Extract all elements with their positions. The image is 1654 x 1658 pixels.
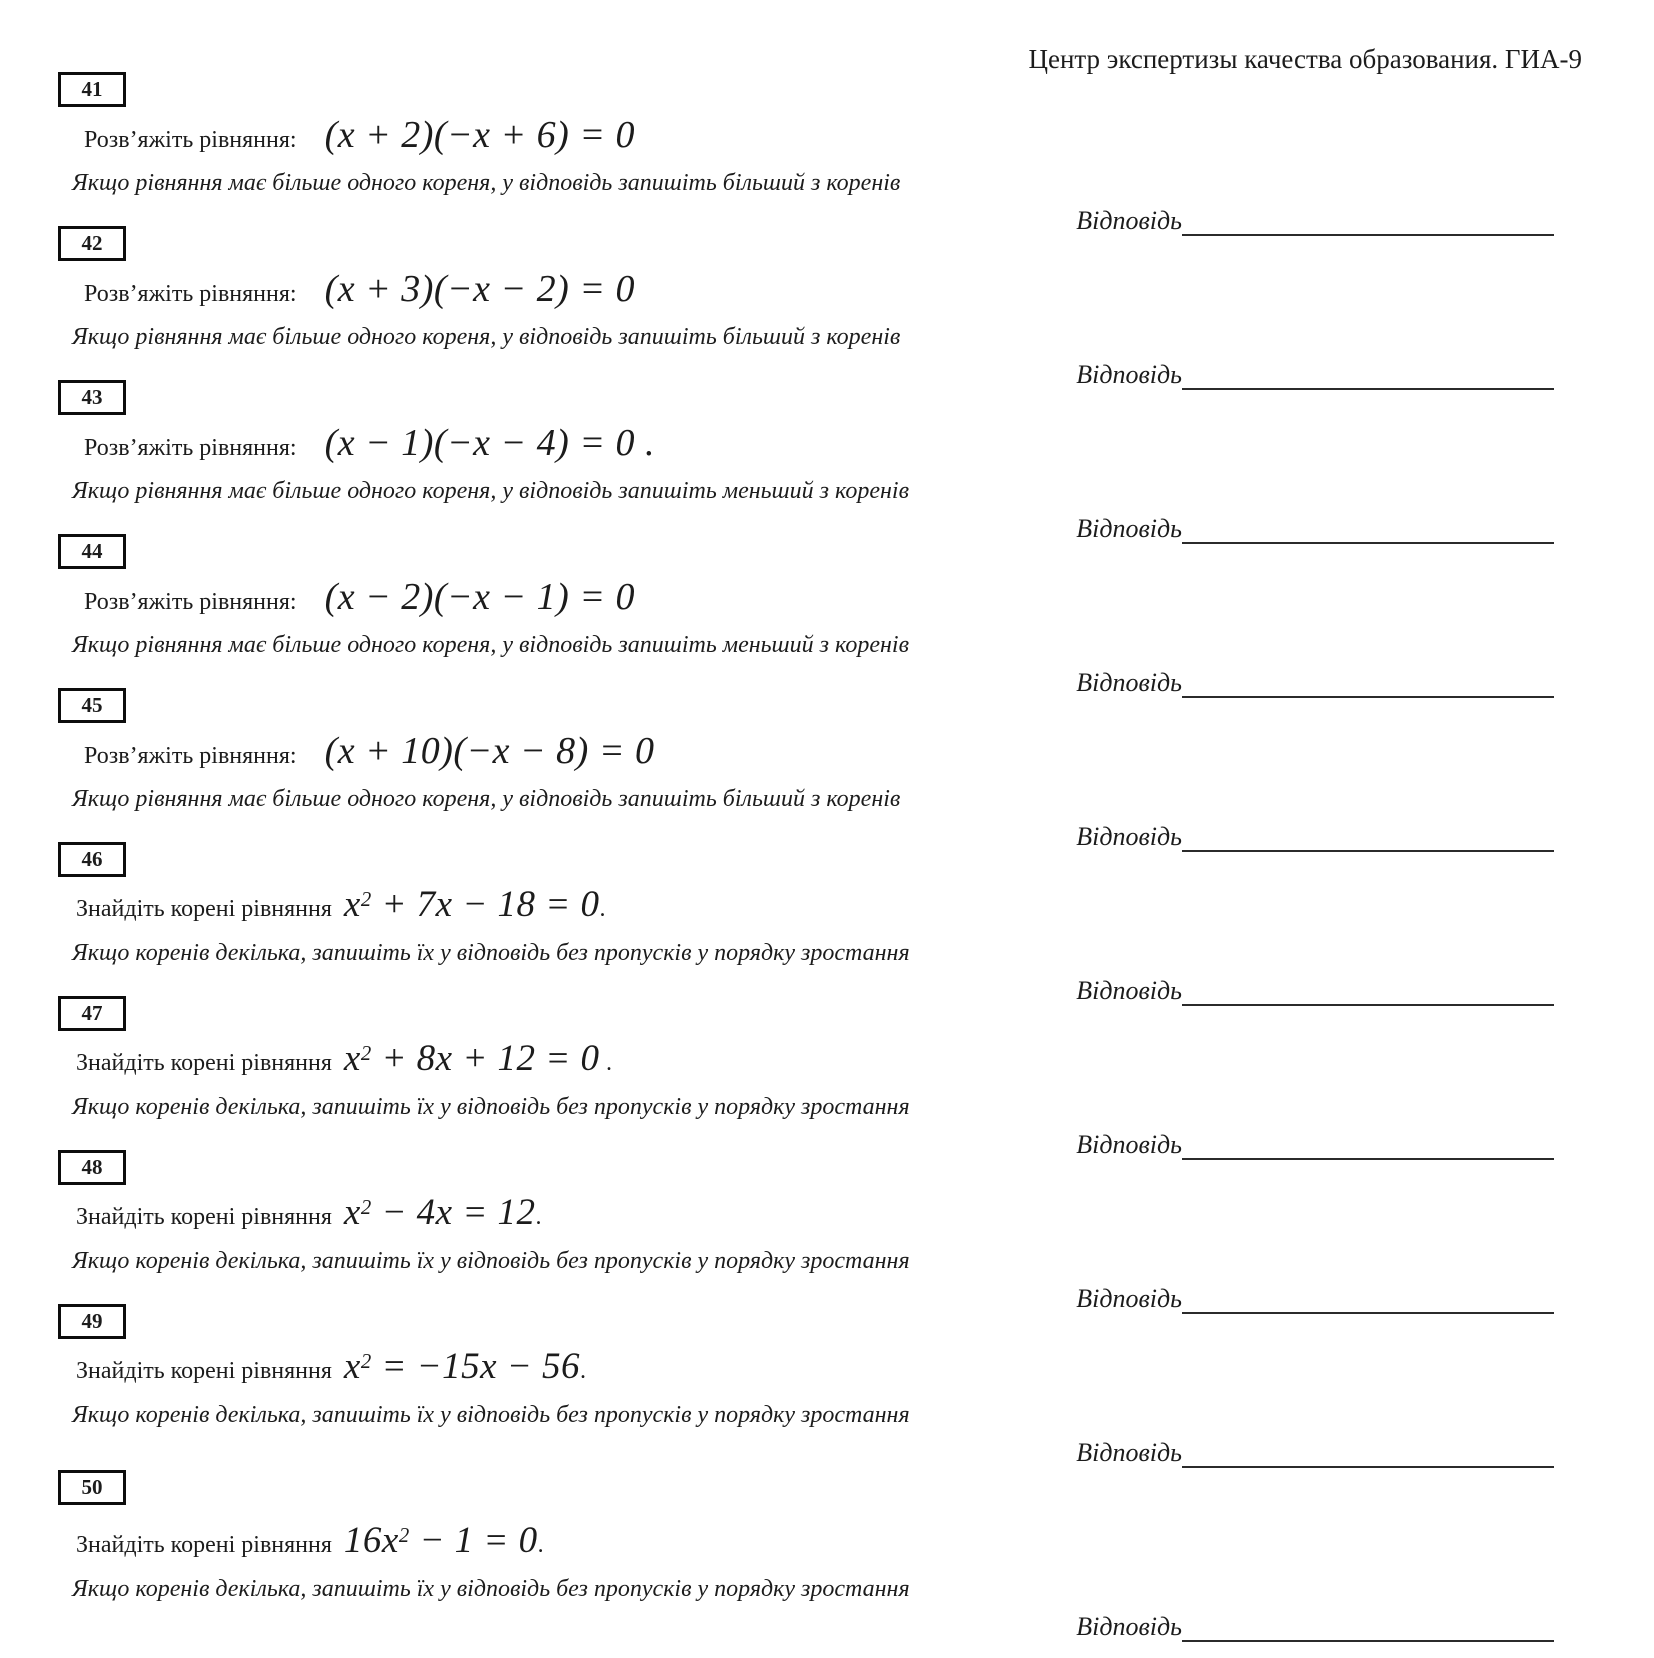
equation-pre: (x + 10)(−x − 8) = 0 [324,730,655,772]
equation-tail: . [537,1532,545,1558]
equation [344,1191,542,1234]
hint-text: Якщо рівняння має більше одного кореня, у відповідь запишіть більший з коренів [72,786,901,812]
task-label: Розв’яжіть рівняння: [84,589,297,615]
equation-pre: x [343,1038,361,1079]
answer-blank-line [1182,666,1554,698]
equation [325,113,635,157]
equation-pre: x [343,884,361,925]
document-header: Центр экспертизы качества образования. ГИА-9 [1028,44,1582,74]
equation-row [0,1037,1654,1093]
equation-superscript: 2 [360,1350,372,1373]
answer-blank-line [1182,358,1554,390]
equation-row [0,421,1654,477]
equation-post: = −15x − 56 [371,1346,581,1387]
hint-text: Якщо рівняння має більше одного кореня, у відповідь запишіть більший з коренів [72,170,901,196]
answer-label: Відповідь [1076,360,1182,390]
equation [325,267,635,311]
problem-41 [0,72,1654,236]
hint-text: Якщо коренів декілька, запишіть їх у відповідь без пропусків у порядку зростання [72,1094,910,1120]
equation-superscript: 2 [360,888,372,911]
answer-label: Відповідь [1076,822,1182,852]
answer-label: Відповідь [1076,514,1182,544]
answer-blank-line [1182,1436,1554,1468]
problem-42 [0,226,1654,390]
equation-row [0,1345,1654,1401]
task-label: Знайдіть корені рівняння [76,1532,332,1558]
equation-row [0,113,1654,169]
equation-tail: . [599,1050,613,1076]
hint-text: Якщо коренів декілька, запишіть їх у відповідь без пропусків у порядку зростання [72,1402,910,1428]
hint-text: Якщо коренів декілька, запишіть їх у відповідь без пропусків у порядку зростання [72,1248,910,1274]
answer-label: Відповідь [1076,1130,1182,1160]
problem-number-badge: 49 [58,1304,126,1339]
task-label: Розв’яжіть рівняння: [84,281,297,307]
answer-label: Відповідь [1076,976,1182,1006]
problem-number-badge: 44 [58,534,126,569]
problem-number-badge: 47 [58,996,126,1031]
task-label: Знайдіть корені рівняння [76,1204,332,1230]
hint-text: Якщо рівняння має більше одного кореня, у відповідь запишіть більший з коренів [72,324,901,350]
equation-pre: x [343,1346,361,1387]
problem-43 [0,380,1654,544]
problem-number-badge: 50 [58,1470,126,1505]
answer-blank-line [1182,820,1554,852]
equation-pre: (x − 1)(−x − 4) = 0 . [324,422,655,464]
answer-label: Відповідь [1076,668,1182,698]
answer-blank-line [1182,204,1554,236]
equation-tail: . [535,1204,543,1230]
problem-46 [0,842,1654,1006]
problem-50 [0,1458,1654,1642]
answer-label: Відповідь [1076,1612,1182,1642]
answer-blank-line [1182,974,1554,1006]
problem-45 [0,688,1654,852]
equation-row [0,575,1654,631]
task-label: Знайдіть корені рівняння [76,1358,332,1384]
problem-number-badge: 48 [58,1150,126,1185]
answer-row [0,1610,1654,1642]
hint-text: Якщо коренів декілька, запишіть їх у відповідь без пропусків у порядку зростання [72,1576,910,1602]
equation-superscript: 2 [360,1196,372,1219]
hint-text: Якщо коренів декілька, запишіть їх у відповідь без пропусків у порядку зростання [72,940,910,966]
equation-tail: . [580,1358,587,1384]
answer-label: Відповідь [1076,206,1182,236]
equation-superscript: 2 [398,1524,410,1547]
equation [325,421,655,465]
task-label: Розв’яжіть рівняння: [84,127,297,153]
equation-post: − 4x = 12 [371,1192,536,1233]
equation-post: − 1 = 0 [409,1520,538,1561]
equation-tail: . [599,896,607,922]
answer-blank-line [1182,1128,1554,1160]
task-label: Розв’яжіть рівняння: [84,435,297,461]
task-label: Знайдіть корені рівняння [76,896,332,922]
equation [325,729,655,773]
equation-superscript: 2 [360,1042,372,1065]
equation-row [0,729,1654,785]
problem-number-badge: 46 [58,842,126,877]
problem-44 [0,534,1654,698]
equation [344,883,606,926]
problem-number-badge: 45 [58,688,126,723]
equation-post: + 8x + 12 = 0 [371,1038,600,1079]
problem-49 [0,1304,1654,1468]
hint-text: Якщо рівняння має більше одного кореня, у відповідь запишіть меньший з коренів [72,632,909,658]
task-label: Знайдіть корені рівняння [76,1050,332,1076]
task-label: Розв’яжіть рівняння: [84,743,297,769]
equation [344,1519,544,1562]
equation-row [0,1191,1654,1247]
equation-pre: (x + 3)(−x − 2) = 0 [324,268,635,310]
equation [344,1345,587,1388]
equation-row [0,883,1654,939]
equation-pre: 16x [343,1520,399,1561]
answer-label: Відповідь [1076,1284,1182,1314]
equation [344,1037,613,1080]
equation-post: + 7x − 18 = 0 [371,884,600,925]
answer-blank-line [1182,1282,1554,1314]
problem-number-badge: 43 [58,380,126,415]
problem-number-badge: 42 [58,226,126,261]
hint-text: Якщо рівняння має більше одного кореня, у відповідь запишіть меньший з коренів [72,478,909,504]
problem-number-badge: 41 [58,72,126,107]
equation-pre: x [343,1192,361,1233]
answer-label: Відповідь [1076,1438,1182,1468]
equation-row [0,1519,1654,1575]
answer-blank-line [1182,512,1554,544]
equation-row [0,267,1654,323]
answer-blank-line [1182,1610,1554,1642]
problem-47 [0,996,1654,1160]
equation-pre: (x + 2)(−x + 6) = 0 [324,114,635,156]
equation-pre: (x − 2)(−x − 1) = 0 [324,576,635,618]
equation [325,575,635,619]
problem-48 [0,1150,1654,1314]
